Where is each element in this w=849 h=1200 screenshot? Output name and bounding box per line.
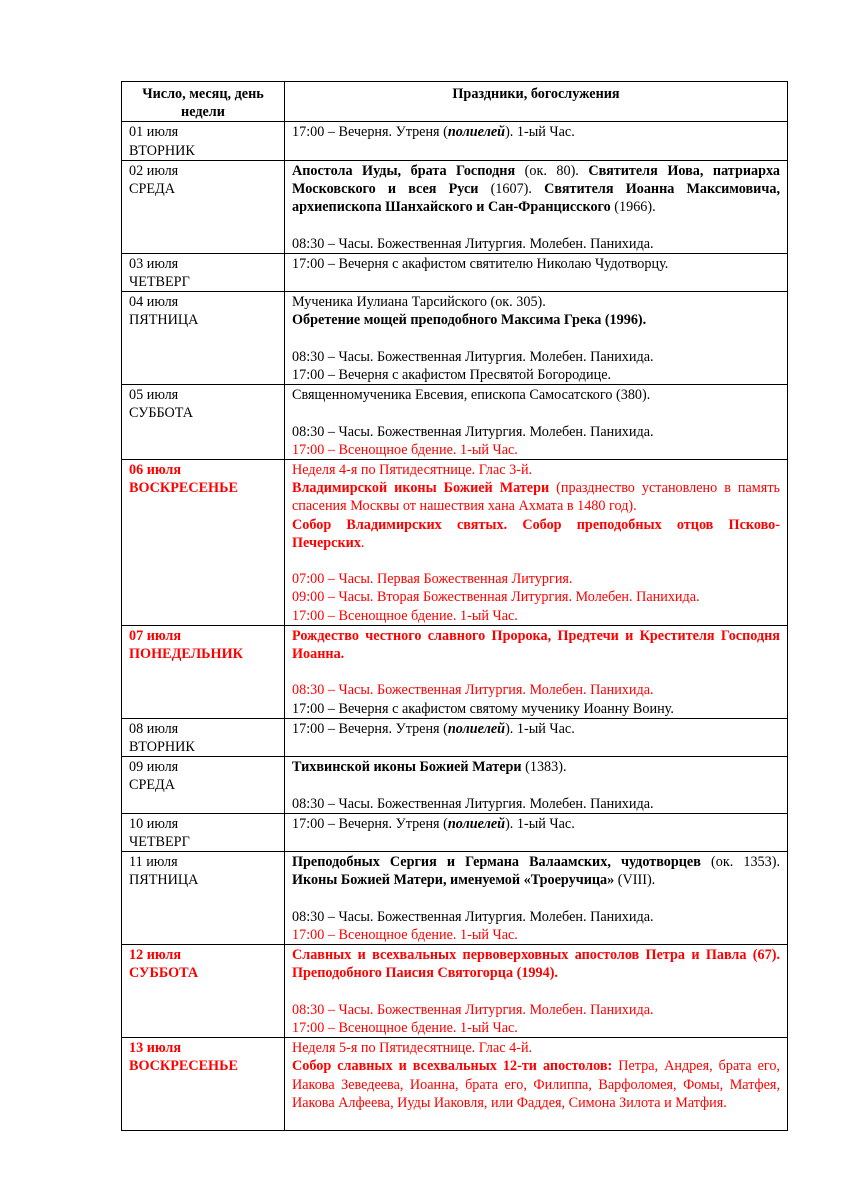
date-text: 13 июля [129,1040,182,1057]
event-line [292,588,780,606]
date-cell [122,757,285,814]
table-row [122,625,788,718]
date-text: 02 июля [129,162,179,179]
events-cell [285,160,788,253]
event-text: Неделя 4-я по Пятидесятнице. Глас 3-й. [292,462,533,479]
table-row [122,1038,788,1131]
date-text: 06 июля [129,462,182,479]
event-text: 17:00 – Вечерня с акафистом святителю Николаю Чудотворцу. [292,255,669,272]
spacer [292,1112,780,1130]
table-row [122,292,788,385]
event-text: полиелей [447,815,506,832]
event-text: (1607). [478,181,545,198]
event-text: Собор Владимирских святых. Собор преподобных отцов Псково-Печерских [292,516,780,551]
event-line [292,479,780,515]
date-cell [122,813,285,851]
event-text: Преподобных Сергия и Германа Валаамских, чудотворцев [292,854,701,871]
event-line [292,815,780,833]
events-cell [285,852,788,945]
events-cell [285,460,788,626]
event-text: 08:30 – Часы. Божественная Литургия. Молебен. Панихида. [292,682,654,699]
weekday-text: ПОНЕДЕЛЬНИК [129,646,243,663]
event-line [292,946,780,982]
date-text: 08 июля [129,720,179,737]
event-line [292,570,780,588]
date-text: 04 июля [129,294,179,311]
table-row [122,757,788,814]
weekday-text: ВОСКРЕСЕНЬЕ [129,1058,238,1075]
event-line [292,386,780,404]
event-line [292,311,780,329]
event-line [292,607,780,625]
event-text: (1383). [521,759,567,776]
spacer [292,663,780,681]
table-row [122,160,788,253]
weekday-text: ПЯТНИЦА [129,312,199,329]
date-cell [122,718,285,756]
event-line [292,1019,780,1037]
event-text: 08:30 – Часы. Божественная Литургия. Молебен. Панихида. [292,348,654,365]
events-cell [285,385,788,460]
event-text: ). 1-ый Час. [505,815,575,832]
events-cell [285,292,788,385]
event-line [292,1057,780,1112]
event-line [292,423,780,441]
event-text: Иконы Божией Матери, именуемой «Троеручица» [292,872,615,889]
date-cell [122,625,285,718]
table-row [122,945,788,1038]
event-line [292,162,780,217]
date-cell [122,460,285,626]
event-text: 08:30 – Часы. Божественная Литургия. Молебен. Панихида. [292,1001,654,1018]
event-text: 08:30 – Часы. Божественная Литургия. Молебен. Панихида. [292,795,654,812]
date-cell [122,1038,285,1131]
weekday-text: ВТОРНИК [129,739,195,756]
event-line [292,700,780,718]
schedule-table [121,81,788,1131]
event-line [292,516,780,552]
table-row [122,813,788,851]
event-text: Рождество честного славного Пророка, Предтечи и Крестителя Господня Иоанна. [292,627,780,663]
events-cell [285,1038,788,1131]
event-text: Святителя Иова, патриарха Московского и всея Руси [292,162,781,198]
header-events: Праздники, богослужения [285,82,788,122]
table-row [122,852,788,945]
date-cell [122,160,285,253]
event-text: 17:00 – Всенощное бдение. 1-ый Час. [292,607,518,624]
weekday-text: СУББОТА [129,405,193,422]
date-text: 05 июля [129,387,179,404]
date-text: 10 июля [129,815,179,832]
events-cell [285,718,788,756]
event-text: ). 1-ый Час. [505,720,575,737]
weekday-text: ЧЕТВЕРГ [129,834,190,851]
spacer [292,216,780,234]
table-row [122,122,788,160]
event-text: Неделя 5-я по Пятидесятнице. Глас 4-й. [292,1040,533,1057]
spacer [292,552,780,570]
event-text: Петра, Андрея, брата его, Иакова Зеведеева, Иоанна, брата его, Филиппа, Варфоломея, Фомы, Матфея, Иакова Алфеева, Иуды Иаковля, или Фаддея, Симона Зилота и Матфия. [292,1058,780,1111]
date-text: 01 июля [129,124,179,141]
event-text: (ок. 1353). [700,854,780,871]
event-line [292,366,780,384]
event-line [292,758,780,776]
weekday-text: ПЯТНИЦА [129,872,199,889]
table-row [122,253,788,291]
event-text: 17:00 – Вечерня. Утреня ( [292,720,448,737]
events-cell [285,757,788,814]
weekday-text: СРЕДА [129,181,175,198]
event-text: Священномученика Евсевия, епископа Самосатского (380). [292,387,651,404]
event-line [292,1001,780,1019]
event-text: Тихвинской иконы Божией Матери [292,759,522,776]
event-line [292,908,780,926]
date-cell [122,945,285,1038]
spacer [292,890,780,908]
event-text: 09:00 – Часы. Вторая Божественная Литургия. Молебен. Панихида. [292,589,700,606]
event-text: ). 1-ый Час. [505,124,575,141]
event-line [292,853,780,889]
date-text: 07 июля [129,627,182,644]
event-text: 08:30 – Часы. Божественная Литургия. Молебен. Панихида. [292,423,654,440]
event-text: 17:00 – Вечерня с акафистом Пресвятой Богородице. [292,367,612,384]
event-text: Святителя Иоанна Максимовича, архиепископа Шанхайского и Сан-Францисского [292,181,780,216]
event-text: . [360,534,365,551]
date-cell [122,122,285,160]
event-text: (1966). [610,199,656,216]
event-text: полиелей [447,124,506,141]
event-text: Собор славных и всехвальных 12-ти апостолов: [292,1058,613,1075]
weekday-text: ВОСКРЕСЕНЬЕ [129,480,238,497]
date-text: 03 июля [129,255,179,272]
event-text: Мученика Иулиана Тарсийского (ок. 305). [292,294,546,311]
event-line [292,255,780,273]
event-line [292,235,780,253]
events-cell [285,253,788,291]
weekday-text: ЧЕТВЕРГ [129,274,190,291]
weekday-text: ВТОРНИК [129,142,195,159]
events-cell [285,945,788,1038]
event-line [292,461,780,479]
event-text: (ок. 80). [515,162,589,179]
table-row [122,718,788,756]
date-text: 09 июля [129,759,179,776]
event-line [292,123,780,141]
event-text: Апостола Иуды, брата Господня [292,162,516,179]
spacer [292,404,780,422]
event-text: 08:30 – Часы. Божественная Литургия. Молебен. Панихида. [292,235,654,252]
event-text: (VIII). [614,872,656,889]
spacer [292,330,780,348]
date-cell [122,385,285,460]
events-cell [285,625,788,718]
weekday-text: СРЕДА [129,777,175,794]
event-line [292,627,780,663]
event-text: 17:00 – Вечерня. Утреня ( [292,815,448,832]
spacer [292,983,780,1001]
event-text: (празднество установлено в память спасения Москвы от нашествия хана Ахмата в 1480 год). [292,480,780,515]
spacer [292,776,780,794]
weekday-text: СУББОТА [129,965,199,982]
event-line [292,1039,780,1057]
event-text: Обретение мощей преподобного Максима Грека (1996). [292,312,647,329]
event-line [292,926,780,944]
date-cell [122,292,285,385]
events-cell [285,813,788,851]
schedule-body [122,122,788,1131]
event-text: 17:00 – Вечерня. Утреня ( [292,124,448,141]
event-text: 08:30 – Часы. Божественная Литургия. Молебен. Панихида. [292,908,654,925]
event-text: полиелей [447,720,506,737]
event-text: 17:00 – Всенощное бдение. 1-ый Час. [292,1020,518,1037]
date-cell [122,852,285,945]
event-line [292,681,780,699]
event-line [292,441,780,459]
event-text: 17:00 – Вечерня с акафистом святому мученику Иоанну Воину. [292,700,674,717]
table-row [122,385,788,460]
date-text: 12 июля [129,947,182,964]
event-text: 17:00 – Всенощное бдение. 1-ый Час. [292,927,518,944]
event-line [292,293,780,311]
event-text: 07:00 – Часы. Первая Божественная Литургия. [292,571,573,588]
header-date: Число, месяц, день недели [122,82,285,122]
event-line [292,720,780,738]
date-cell [122,253,285,291]
date-text: 11 июля [129,854,178,871]
event-text: 17:00 – Всенощное бдение. 1-ый Час. [292,441,518,458]
table-row [122,460,788,626]
event-line [292,795,780,813]
header-row [122,82,788,122]
events-cell [285,122,788,160]
event-line [292,348,780,366]
event-text: Славных и всехвальных первоверховных апостолов Петра и Павла (67). Преподобного Паисия Святогорца (1994). [292,947,780,982]
event-text: Владимирской иконы Божией Матери [292,480,550,497]
